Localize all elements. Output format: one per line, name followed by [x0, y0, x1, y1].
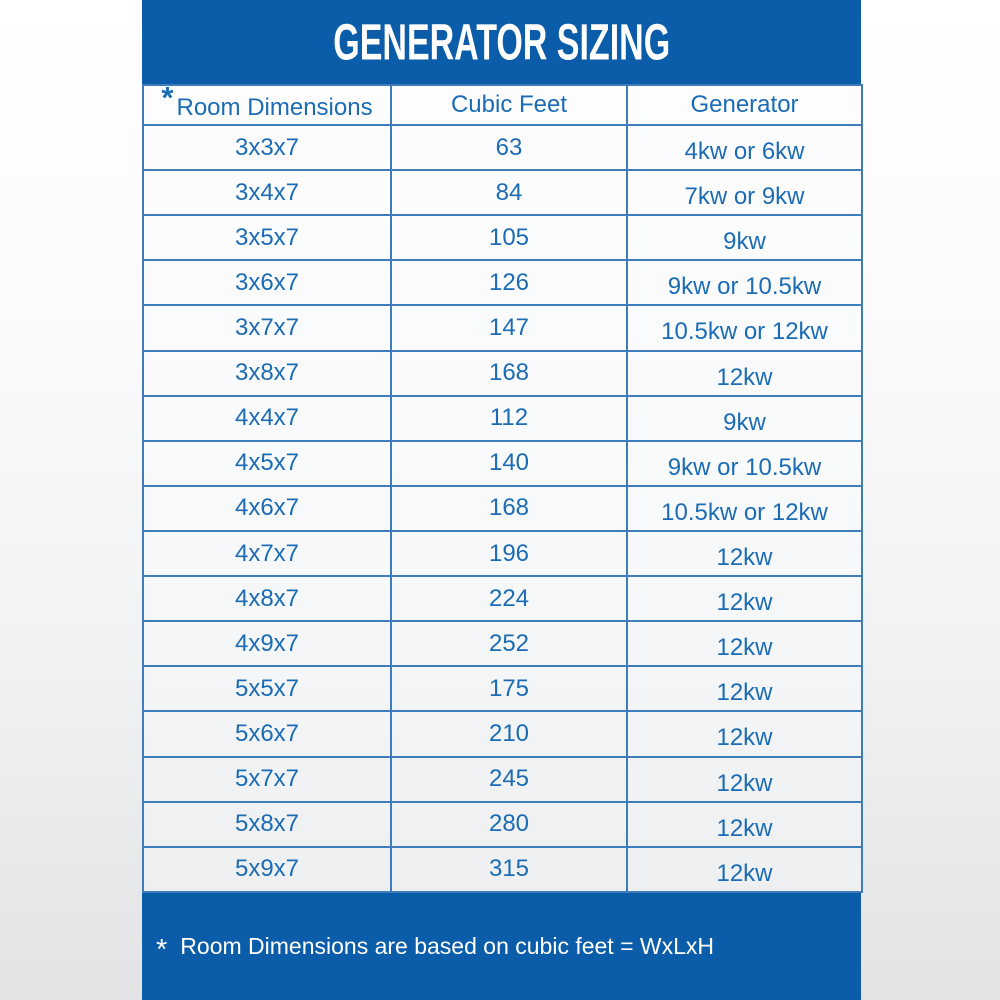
cell-generator: 12kw	[627, 576, 862, 621]
cell-cubic-feet: 140	[391, 441, 627, 486]
cell-generator: 12kw	[627, 711, 862, 756]
cell-room-dimensions: 4x8x7	[143, 576, 391, 621]
page-title: GENERATOR SIZING	[333, 13, 670, 71]
table-row	[143, 170, 862, 215]
generator-sizing-table	[142, 84, 863, 893]
cell-room-dimensions: 3x6x7	[143, 260, 391, 305]
cell-room-dimensions: 5x5x7	[143, 666, 391, 711]
cell-cubic-feet: 168	[391, 486, 627, 531]
cell-generator: 12kw	[627, 757, 862, 802]
table-row	[143, 711, 862, 756]
cell-generator: 12kw	[627, 666, 862, 711]
table-row	[143, 847, 862, 892]
cell-room-dimensions: 4x4x7	[143, 396, 391, 441]
cell-cubic-feet: 245	[391, 757, 627, 802]
cell-cubic-feet: 84	[391, 170, 627, 215]
cell-room-dimensions: 4x5x7	[143, 441, 391, 486]
cell-generator: 7kw or 9kw	[627, 170, 862, 215]
cell-room-dimensions: 5x9x7	[143, 847, 391, 892]
cell-generator: 12kw	[627, 351, 862, 396]
cell-generator: 9kw	[627, 215, 862, 260]
cell-cubic-feet: 224	[391, 576, 627, 621]
table-row	[143, 531, 862, 576]
footnote-text: Room Dimensions are based on cubic feet = WxLxH	[180, 933, 715, 959]
cell-generator: 9kw	[627, 396, 862, 441]
cell-generator: 12kw	[627, 802, 862, 847]
cell-cubic-feet: 105	[391, 215, 627, 260]
table-row	[143, 125, 862, 170]
cell-room-dimensions: 3x3x7	[143, 125, 391, 170]
cell-room-dimensions: 4x6x7	[143, 486, 391, 531]
cell-cubic-feet: 252	[391, 621, 627, 666]
cell-room-dimensions: 5x6x7	[143, 711, 391, 756]
col-header-generator: Generator	[627, 85, 862, 125]
cell-room-dimensions: 3x5x7	[143, 215, 391, 260]
cell-generator: 12kw	[627, 621, 862, 666]
cell-cubic-feet: 126	[391, 260, 627, 305]
table-row	[143, 441, 862, 486]
cell-room-dimensions: 3x4x7	[143, 170, 391, 215]
cell-generator: 9kw or 10.5kw	[627, 260, 862, 305]
table-row	[143, 757, 862, 802]
cell-room-dimensions: 4x7x7	[143, 531, 391, 576]
cell-cubic-feet: 280	[391, 802, 627, 847]
cell-generator: 12kw	[627, 847, 862, 892]
generator-sizing-panel	[142, 0, 861, 1000]
cell-cubic-feet: 175	[391, 666, 627, 711]
table-row	[143, 351, 862, 396]
cell-cubic-feet: 112	[391, 396, 627, 441]
cell-generator: 10.5kw or 12kw	[627, 486, 862, 531]
col-header-room-dimensions	[143, 85, 391, 125]
cell-generator: 9kw or 10.5kw	[627, 441, 862, 486]
cell-generator: 4kw or 6kw	[627, 125, 862, 170]
footnote-asterisk: *	[156, 934, 168, 966]
asterisk-marker: *	[161, 85, 174, 115]
cell-room-dimensions: 5x8x7	[143, 802, 391, 847]
table-body	[143, 125, 862, 892]
cell-cubic-feet: 210	[391, 711, 627, 756]
footer-note	[142, 893, 861, 1000]
table-header-row	[143, 85, 862, 125]
sizing-table	[142, 84, 861, 893]
cell-cubic-feet: 196	[391, 531, 627, 576]
cell-cubic-feet: 147	[391, 305, 627, 350]
table-row	[143, 621, 862, 666]
cell-cubic-feet: 63	[391, 125, 627, 170]
table-row	[143, 305, 862, 350]
cell-cubic-feet: 315	[391, 847, 627, 892]
table-row	[143, 666, 862, 711]
col-header-room-dimensions-label: Room Dimensions	[176, 94, 373, 121]
table-row	[143, 260, 862, 305]
cell-cubic-feet: 168	[391, 351, 627, 396]
col-header-cubic-feet: Cubic Feet	[391, 85, 627, 125]
title-bar	[142, 0, 861, 84]
cell-room-dimensions: 4x9x7	[143, 621, 391, 666]
table-row	[143, 802, 862, 847]
cell-generator: 10.5kw or 12kw	[627, 305, 862, 350]
table-row	[143, 215, 862, 260]
table-row	[143, 576, 862, 621]
cell-generator: 12kw	[627, 531, 862, 576]
table-row	[143, 486, 862, 531]
table-row	[143, 396, 862, 441]
cell-room-dimensions: 3x8x7	[143, 351, 391, 396]
cell-room-dimensions: 3x7x7	[143, 305, 391, 350]
cell-room-dimensions: 5x7x7	[143, 757, 391, 802]
